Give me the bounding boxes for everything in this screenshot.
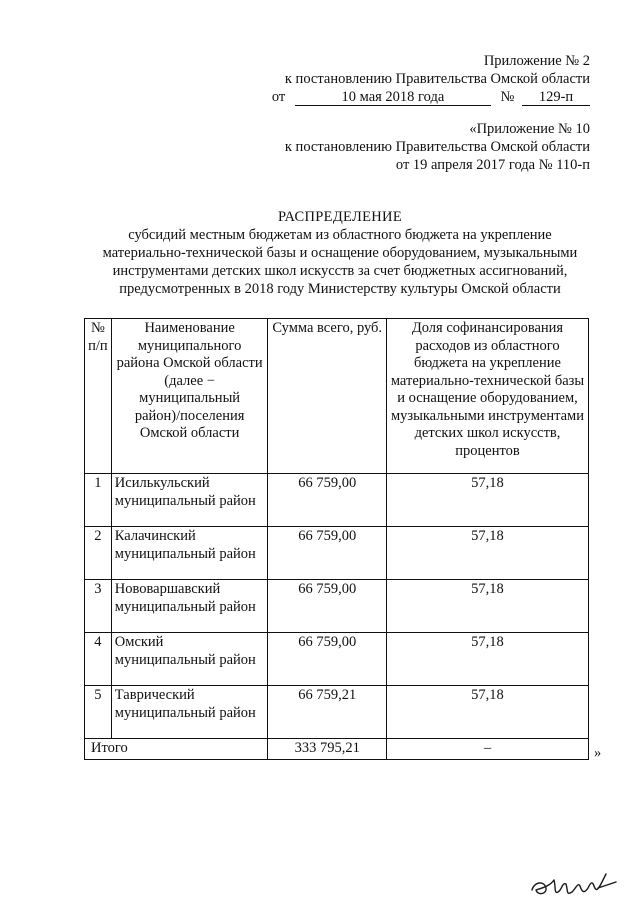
row-sum: 66 759,00: [268, 527, 387, 580]
appendix-resolution-ref: к постановлению Правительства Омской области: [284, 71, 590, 87]
table-row: [85, 633, 589, 686]
total-label: Итого: [85, 739, 268, 760]
appendix-number: Приложение № 2: [483, 53, 590, 69]
appendix-header: [272, 52, 590, 106]
row-sum: 66 759,21: [268, 686, 387, 739]
table-row: [85, 474, 589, 527]
header-cofinancing-share: Доля софинансирования расходов из областного бюджета на укрепление материально-технической базы и оснащение оборудованием, музыкальными инструментами детских школ искусств, процентов: [386, 319, 588, 474]
date-prefix: от: [271, 89, 286, 105]
handwritten-signature: [528, 868, 618, 904]
row-share: 57,18: [386, 633, 588, 686]
table-row: [85, 686, 589, 739]
row-number: 3: [85, 580, 112, 633]
row-district: Исилькульский муниципальный район: [111, 474, 268, 527]
title-line: инструментами детских школ искусств за счет бюджетных ассигнований,: [112, 263, 568, 279]
previous-appendix-number: «Приложение № 10: [469, 121, 590, 137]
appendix-date-line: [272, 88, 590, 106]
row-district: Таврический муниципальный район: [111, 686, 268, 739]
title-heading: РАСПРЕДЕЛЕНИЕ: [278, 209, 402, 225]
title-line: материально-технической базы и оснащение оборудованием, музыкальными: [102, 245, 578, 261]
row-share: 57,18: [386, 580, 588, 633]
row-number: 5: [85, 686, 112, 739]
row-district: Нововаршавский муниципальный район: [111, 580, 268, 633]
row-share: 57,18: [386, 527, 588, 580]
table-header-row: [85, 319, 589, 474]
row-district: Омский муниципальный район: [111, 633, 268, 686]
distribution-table: [84, 318, 589, 760]
table-row: [85, 527, 589, 580]
closing-quote: »: [594, 745, 602, 761]
header-number: № п/п: [85, 319, 112, 474]
row-share: 57,18: [386, 474, 588, 527]
previous-appendix: [285, 120, 590, 174]
row-number: 2: [85, 527, 112, 580]
previous-appendix-resolution-ref: к постановлению Правительства Омской области: [284, 139, 590, 155]
title-line: предусмотренных в 2018 году Министерству культуры Омской области: [119, 281, 561, 297]
row-number: 4: [85, 633, 112, 686]
total-sum: 333 795,21: [268, 739, 387, 760]
number-value: 129-п: [522, 89, 590, 106]
previous-appendix-date: от 19 апреля 2017 года № 110-п: [395, 157, 590, 173]
row-sum: 66 759,00: [268, 580, 387, 633]
header-sum: Сумма всего, руб.: [268, 319, 387, 474]
title-line: субсидий местным бюджетам из областного бюджета на укрепление: [128, 227, 552, 243]
document-title: [70, 208, 610, 298]
date-value: 10 мая 2018 года: [295, 89, 491, 106]
row-share: 57,18: [386, 686, 588, 739]
row-district: Калачинский муниципальный район: [111, 527, 268, 580]
total-share: –: [386, 739, 588, 760]
row-sum: 66 759,00: [268, 474, 387, 527]
number-prefix: №: [500, 89, 515, 105]
header-district-name: Наименование муниципального района Омской области (далее − муниципальный район)/поселения Омской области: [111, 319, 268, 474]
row-sum: 66 759,00: [268, 633, 387, 686]
table-total-row: [85, 739, 589, 760]
table-row: [85, 580, 589, 633]
row-number: 1: [85, 474, 112, 527]
